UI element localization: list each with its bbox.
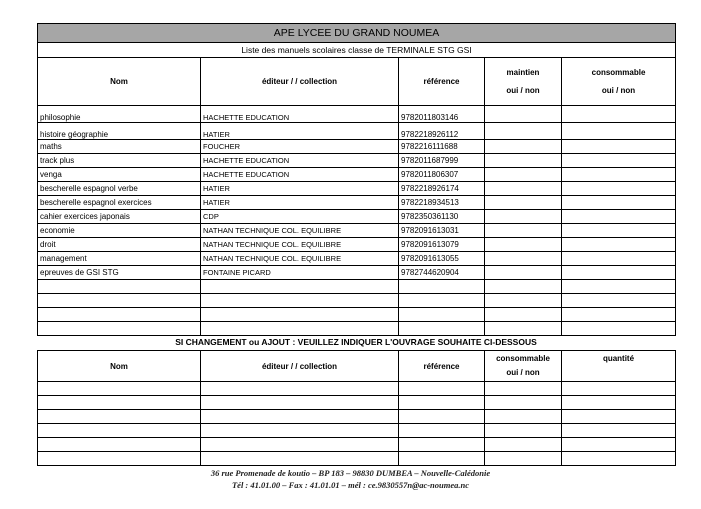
change-cell-editeur[interactable] [201,396,399,410]
cell-consommable[interactable] [562,140,676,154]
table-row [38,224,676,238]
table-row [38,252,676,266]
cell-editeur: HACHETTE EDUCATION [201,168,399,182]
change-cell-nom[interactable] [38,438,201,452]
cell-reference: 9782011803146 [399,106,485,123]
header-maintien-label: maintien [506,67,540,77]
cell-editeur: HACHETTE EDUCATION [201,106,399,123]
change-cell-consommable[interactable] [485,396,562,410]
header-reference: référence [399,58,485,106]
table-row [38,322,676,336]
change-header-row [38,351,676,382]
change-cell-nom[interactable] [38,382,201,396]
change-cell-editeur[interactable] [201,452,399,466]
cell-maintien[interactable] [485,140,562,154]
table-body [38,106,676,336]
change-cell-quantite[interactable] [562,424,676,438]
cell-nom: cahier exercices japonais [38,210,201,224]
cell-consommable[interactable] [562,252,676,266]
change-section-title: SI CHANGEMENT ou AJOUT : VEUILLEZ INDIQUER L'OUVRAGE SOUHAITE CI-DESSOUS [175,337,537,347]
table-row [38,106,676,123]
header-consommable-label: consommable [591,67,646,77]
cell-nom: economie [38,224,201,238]
change-cell-reference[interactable] [399,438,485,452]
table-row [38,266,676,280]
change-cell-nom[interactable] [38,410,201,424]
change-cell-consommable[interactable] [485,438,562,452]
change-cell-quantite[interactable] [562,382,676,396]
cell-maintien[interactable] [485,308,562,322]
table-row [38,238,676,252]
cell-reference: 9782218934513 [399,196,485,210]
header-consommable [562,58,676,106]
cell-editeur: FONTAINE PICARD [201,266,399,280]
subtitle-row [38,43,676,58]
change-header-consommable [485,351,562,382]
cell-nom[interactable] [38,308,201,322]
header-maintien-sub: oui / non [506,85,540,95]
cell-nom: histoire géographie [38,123,201,140]
cell-reference: 9782744620904 [399,266,485,280]
change-cell-nom[interactable] [38,396,201,410]
document-subtitle: Liste des manuels scolaires classe de TERMINALE STG GSI [38,43,676,58]
cell-maintien[interactable] [485,322,562,336]
change-header-nom: Nom [38,351,201,382]
table-row [38,196,676,210]
change-cell-reference[interactable] [399,424,485,438]
cell-reference[interactable] [399,322,485,336]
change-cell-reference[interactable] [399,410,485,424]
change-header-reference: référence [399,351,485,382]
cell-editeur: HATIER [201,182,399,196]
cell-nom[interactable] [38,280,201,294]
cell-nom[interactable] [38,294,201,308]
change-cell-reference[interactable] [399,396,485,410]
change-cell-editeur[interactable] [201,410,399,424]
table-row [38,123,676,140]
header-maintien [485,58,562,106]
cell-maintien[interactable] [485,210,562,224]
table-row [38,210,676,224]
cell-maintien[interactable] [485,182,562,196]
cell-reference[interactable] [399,280,485,294]
change-cell-editeur[interactable] [201,382,399,396]
cell-editeur: HACHETTE EDUCATION [201,154,399,168]
cell-editeur: NATHAN TECHNIQUE COL. EQUILIBRE [201,238,399,252]
footer-address: 36 rue Promenade de koutio – BP 183 – 98830 DUMBEA – Nouvelle-Calédonie [210,468,491,478]
cell-maintien[interactable] [485,266,562,280]
change-table-row [38,396,676,410]
cell-reference: 9782350361130 [399,210,485,224]
cell-reference: 9782218926112 [399,123,485,140]
cell-reference: 9782011687999 [399,154,485,168]
change-header-consommable-sub: oui / non [506,368,540,377]
change-cell-consommable[interactable] [485,382,562,396]
cell-editeur: CDP [201,210,399,224]
header-editeur: éditeur / / collection [201,58,399,106]
cell-editeur: HATIER [201,123,399,140]
cell-consommable[interactable] [562,196,676,210]
change-cell-reference[interactable] [399,382,485,396]
change-cell-quantite[interactable] [562,410,676,424]
cell-reference: 9782091613031 [399,224,485,238]
cell-maintien[interactable] [485,280,562,294]
table-row [38,140,676,154]
cell-nom: track plus [38,154,201,168]
change-table-row [38,452,676,466]
cell-consommable[interactable] [562,210,676,224]
table-row [38,294,676,308]
cell-nom: droit [38,238,201,252]
cell-maintien[interactable] [485,123,562,140]
cell-maintien[interactable] [485,294,562,308]
cell-maintien[interactable] [485,168,562,182]
table-row [38,308,676,322]
cell-editeur: HATIER [201,196,399,210]
cell-reference[interactable] [399,294,485,308]
cell-editeur[interactable] [201,294,399,308]
cell-reference: 9782218926174 [399,182,485,196]
change-cell-editeur[interactable] [201,438,399,452]
cell-consommable[interactable] [562,168,676,182]
cell-reference: 9782011806307 [399,168,485,182]
cell-consommable[interactable] [562,322,676,336]
cell-nom[interactable] [38,322,201,336]
change-cell-consommable[interactable] [485,410,562,424]
change-cell-consommable[interactable] [485,424,562,438]
cell-maintien[interactable] [485,196,562,210]
cell-editeur[interactable] [201,308,399,322]
title-row [38,24,676,43]
cell-maintien[interactable] [485,154,562,168]
change-cell-quantite[interactable] [562,396,676,410]
header-consommable-sub: oui / non [601,85,636,95]
cell-consommable[interactable] [562,294,676,308]
change-table-row [38,410,676,424]
cell-nom: epreuves de GSI STG [38,266,201,280]
cell-editeur: NATHAN TECHNIQUE COL. EQUILIBRE [201,224,399,238]
footer [0,467,701,491]
change-cell-editeur[interactable] [201,424,399,438]
cell-consommable[interactable] [562,224,676,238]
header-row [38,58,676,106]
cell-nom: management [38,252,201,266]
cell-consommable[interactable] [562,266,676,280]
change-request-table [37,350,676,466]
cell-nom: philosophie [38,106,201,123]
change-cell-reference[interactable] [399,452,485,466]
cell-nom: maths [38,140,201,154]
change-table-row [38,424,676,438]
cell-consommable[interactable] [562,182,676,196]
cell-reference: 9782091613079 [399,238,485,252]
table-row [38,182,676,196]
cell-consommable[interactable] [562,238,676,252]
change-table-row [38,382,676,396]
cell-nom: venga [38,168,201,182]
change-cell-quantite[interactable] [562,452,676,466]
cell-consommable[interactable] [562,123,676,140]
cell-editeur[interactable] [201,322,399,336]
change-table-row [38,438,676,452]
textbook-list-table [37,23,676,336]
cell-maintien[interactable] [485,252,562,266]
cell-consommable[interactable] [562,154,676,168]
cell-consommable[interactable] [562,106,676,123]
change-cell-nom[interactable] [38,424,201,438]
cell-editeur: FOUCHER [201,140,399,154]
table-row [38,154,676,168]
change-table-body [38,382,676,466]
cell-consommable[interactable] [562,308,676,322]
cell-editeur[interactable] [201,280,399,294]
document-title: APE LYCEE DU GRAND NOUMEA [38,24,676,43]
change-header-editeur: éditeur / / collection [201,351,399,382]
cell-nom: bescherelle espagnol verbe [38,182,201,196]
cell-reference[interactable] [399,308,485,322]
cell-reference: 9782216111688 [399,140,485,154]
change-header-consommable-label: consommable [496,354,550,363]
cell-reference: 9782091613055 [399,252,485,266]
cell-editeur: NATHAN TECHNIQUE COL. EQUILIBRE [201,252,399,266]
footer-contact: Tél : 41.01.00 – Fax : 41.01.01 – mél : ce.9830557n@ac-noumea.nc [231,480,470,490]
cell-maintien[interactable] [485,106,562,123]
cell-maintien[interactable] [485,238,562,252]
header-nom: Nom [38,58,201,106]
change-header-quantite: quantité [562,351,676,382]
change-cell-quantite[interactable] [562,438,676,452]
cell-consommable[interactable] [562,280,676,294]
change-cell-nom[interactable] [38,452,201,466]
table-row [38,168,676,182]
cell-maintien[interactable] [485,224,562,238]
change-cell-consommable[interactable] [485,452,562,466]
cell-nom: bescherelle espagnol exercices [38,196,201,210]
table-row [38,280,676,294]
